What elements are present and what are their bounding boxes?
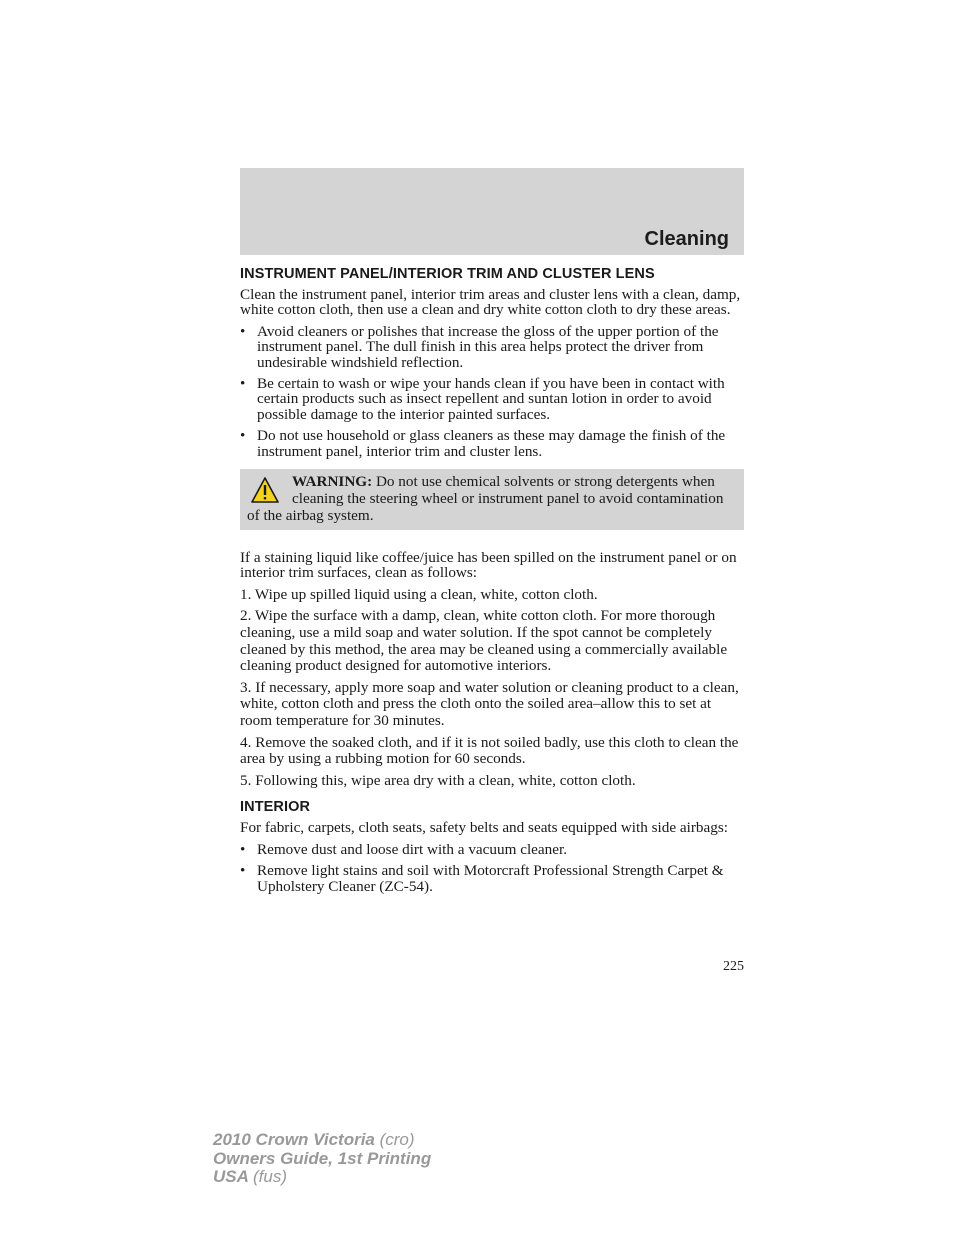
footer-model: 2010 Crown Victoria: [213, 1130, 375, 1149]
heading-instrument-panel: INSTRUMENT PANEL/INTERIOR TRIM AND CLUSTER LENS: [240, 266, 655, 282]
bullet-icon: •: [240, 840, 246, 858]
bullet-icon: •: [240, 862, 246, 880]
step-2: 2. Wipe the surface with a damp, clean, white cotton cloth. For more thorough cleaning, use a mild soap and water solution. If the spot cannot be completely cleaned by this method, the area may be cleaned using a commercially available cleaning product designed for automotive interiors.: [240, 607, 728, 675]
footer-line-3: [213, 1168, 431, 1187]
step-5: 5. Following this, wipe area dry with a clean, white, cotton cloth.: [240, 771, 636, 789]
list-item-text: Remove dust and loose dirt with a vacuum cleaner.: [257, 840, 567, 858]
instrument-panel-intro: Clean the instrument panel, interior trim areas and cluster lens with a clean, damp, white cotton cloth, then use a clean and dry white cotton cloth to dry these areas.: [240, 286, 741, 319]
warning-box: [240, 469, 744, 530]
footer-line-2: [213, 1150, 431, 1169]
list-item: [240, 842, 744, 857]
step-4: 4. Remove the soaked cloth, and if it is not soiled badly, use this cloth to clean the area by using a rubbing motion for 60 seconds.: [240, 733, 739, 768]
footer-printing: Owners Guide, 1st Printing: [213, 1148, 432, 1168]
list-item: [240, 324, 744, 370]
footer-market: USA: [213, 1167, 249, 1186]
footer-market-code: (fus): [253, 1167, 287, 1186]
section-header-band: [240, 168, 744, 255]
list-item-text: Avoid cleaners or polishes that increase the gloss of the upper portion of the instrument panel. The dull finish in this area helps protect the driver from undesirable windshield reflection.: [257, 322, 719, 371]
bullet-icon: •: [240, 427, 246, 445]
footer-model-code: (cro): [379, 1130, 415, 1149]
bullet-icon: •: [240, 375, 246, 393]
heading-interior: INTERIOR: [240, 799, 311, 816]
page-number: 225: [723, 959, 744, 974]
list-item-text: Remove light stains and soil with Motorcraft Professional Strength Carpet & Upholstery Cleaner (ZC-54).: [257, 862, 724, 895]
list-item: [240, 428, 744, 459]
spill-intro: If a staining liquid like coffee/juice has been spilled on the instrument panel or on interior trim surfaces, clean as follows:: [240, 549, 737, 582]
list-item-text: Be certain to wash or wipe your hands clean if you have been in contact with certain products such as insect repellent and suntan lotion in order to avoid possible damage to the interior painted surfaces.: [257, 375, 725, 423]
footer-line-1: [213, 1131, 431, 1150]
warning-text: Do not use chemical solvents or strong detergents when cleaning the steering wheel or instrument panel to avoid contamination of the airbag system.: [247, 473, 724, 525]
bullet-icon: •: [240, 322, 246, 340]
warning-triangle-icon: [250, 476, 280, 504]
step-3: 3. If necessary, apply more soap and water solution or cleaning product to a clean, white, cotton cloth and press the cloth onto the soiled area–allow this to set at room temperature for 30 minutes.: [240, 678, 739, 730]
footer-print-info: [213, 1131, 431, 1187]
list-item: [240, 863, 744, 894]
list-item: [240, 376, 744, 422]
list-item-text: Do not use household or glass cleaners as these may damage the finish of the instrument panel, interior trim and cluster lens.: [257, 427, 726, 460]
warning-label: WARNING:: [292, 473, 373, 491]
step-1: 1. Wipe up spilled liquid using a clean, white, cotton cloth.: [240, 585, 598, 603]
section-title: Cleaning: [644, 228, 729, 250]
interior-intro: For fabric, carpets, cloth seats, safety belts and seats equipped with side airbags:: [240, 819, 728, 837]
page-content: [240, 266, 744, 900]
